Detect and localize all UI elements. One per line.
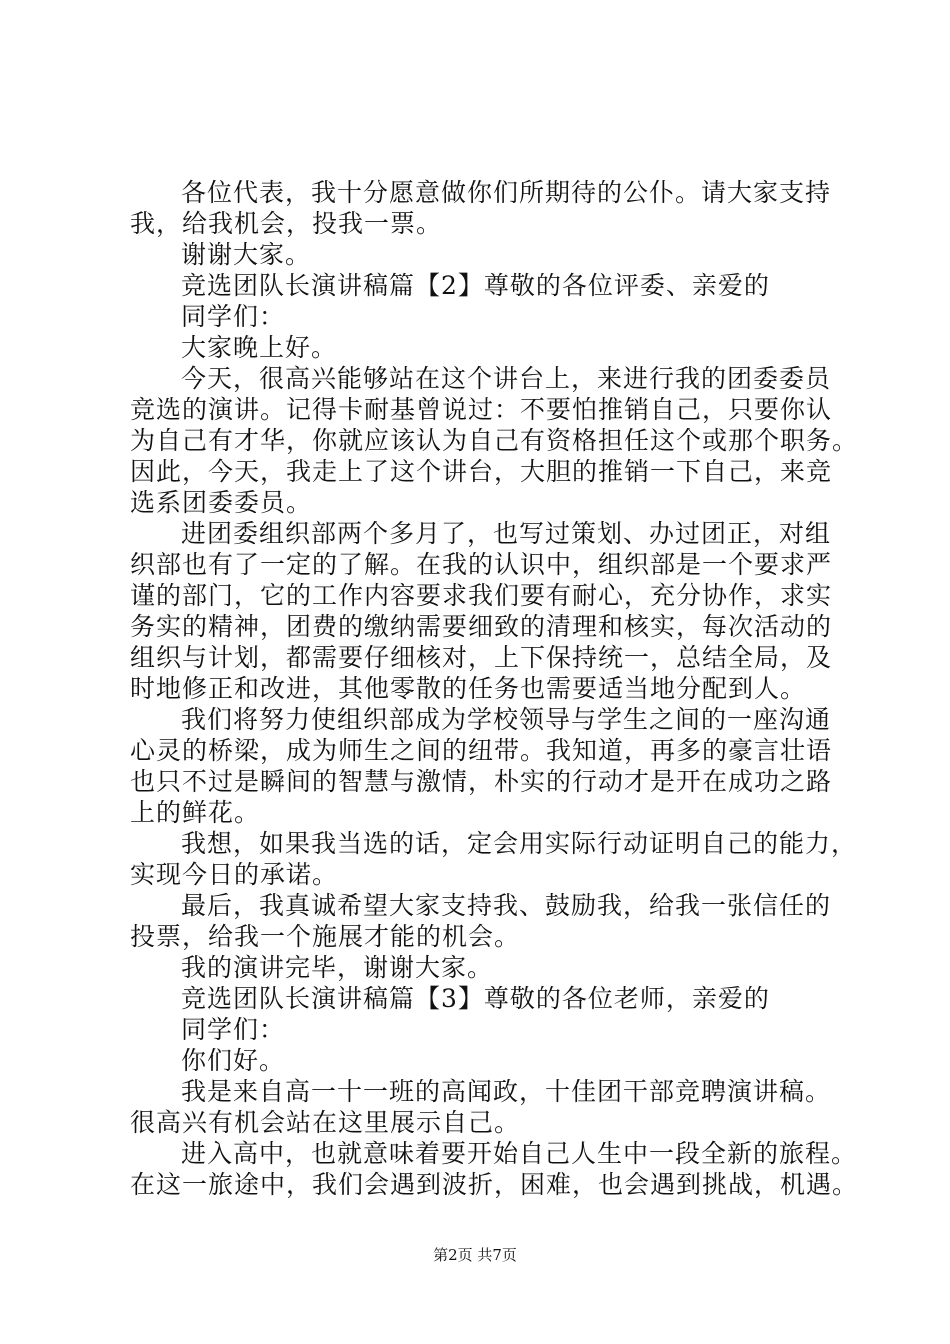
section-heading: 竞选团队长演讲稿篇【3】尊敬的各位老师，亲爱的 xyxy=(181,984,770,1013)
text-line: 很高兴有机会站在这里展示自己。 xyxy=(130,1108,521,1137)
text-line: 谢谢大家。 xyxy=(181,240,312,269)
page-number-footer: 第2页 共7页 xyxy=(433,1246,517,1264)
text-line: 最后，我真诚希望大家支持我、鼓励我，给我一张信任的 xyxy=(181,891,832,920)
text-line: 我们将努力使组织部成为学校领导与学生之间的一座沟通 xyxy=(181,705,832,734)
text-line: 我，给我机会，投我一票。 xyxy=(130,209,443,238)
text-line: 我是来自高一十一班的高闻政，十佳团干部竞聘演讲稿。 xyxy=(181,1077,832,1106)
text-line: 织部也有了一定的了解。在我的认识中，组织部是一个要求严 xyxy=(130,550,833,579)
text-line: 我想，如果我当选的话，定会用实际行动证明自己的能力， xyxy=(181,829,858,858)
text-line: 上的鲜花。 xyxy=(130,798,261,827)
text-line: 心灵的桥梁，成为师生之间的纽带。我知道，再多的豪言壮语 xyxy=(130,736,833,765)
text-line: 竞选的演讲。记得卡耐基曾说过：不要怕推销自己，只要你认 xyxy=(130,395,833,424)
text-line: 组织与计划，都需要仔细核对，上下保持统一，总结全局，及 xyxy=(130,643,833,672)
text-line: 时地修正和改进，其他零散的任务也需要适当地分配到人。 xyxy=(130,674,807,703)
text-line: 因此，今天，我走上了这个讲台，大胆的推销一下自己，来竞 xyxy=(130,457,833,486)
text-line: 大家晚上好。 xyxy=(181,333,338,362)
section-heading: 竞选团队长演讲稿篇【2】尊敬的各位评委、亲爱的 xyxy=(181,271,770,300)
text-line: 投票，给我一个施展才能的机会。 xyxy=(130,922,521,951)
text-line: 同学们： xyxy=(181,302,286,331)
text-line: 我的演讲完毕，谢谢大家。 xyxy=(181,953,494,982)
text-line: 选系团委委员。 xyxy=(130,488,313,517)
text-line: 各位代表，我十分愿意做你们所期待的公仆。请大家支持 xyxy=(181,178,832,207)
text-line: 进团委组织部两个多月了，也写过策划、办过团正，对组 xyxy=(181,519,832,548)
text-line: 为自己有才华，你就应该认为自己有资格担任这个或那个职务。 xyxy=(130,426,859,455)
text-line: 务实的精神，团费的缴纳需要细致的清理和核实，每次活动的 xyxy=(130,612,833,641)
text-line: 今天，很高兴能够站在这个讲台上，来进行我的团委委员 xyxy=(181,364,832,393)
text-line: 你们好。 xyxy=(181,1046,286,1075)
text-line: 谨的部门，它的工作内容要求我们要有耐心，充分协作，求实 xyxy=(130,581,833,610)
text-line: 也只不过是瞬间的智慧与激情，朴实的行动才是开在成功之路 xyxy=(130,767,833,796)
text-line: 进入高中，也就意味着要开始自己人生中一段全新的旅程。 xyxy=(181,1139,858,1168)
text-line: 实现今日的承诺。 xyxy=(130,860,339,889)
text-line: 在这一旅途中，我们会遇到波折，困难，也会遇到挑战，机遇。 xyxy=(130,1170,859,1199)
text-line: 同学们： xyxy=(181,1015,286,1044)
